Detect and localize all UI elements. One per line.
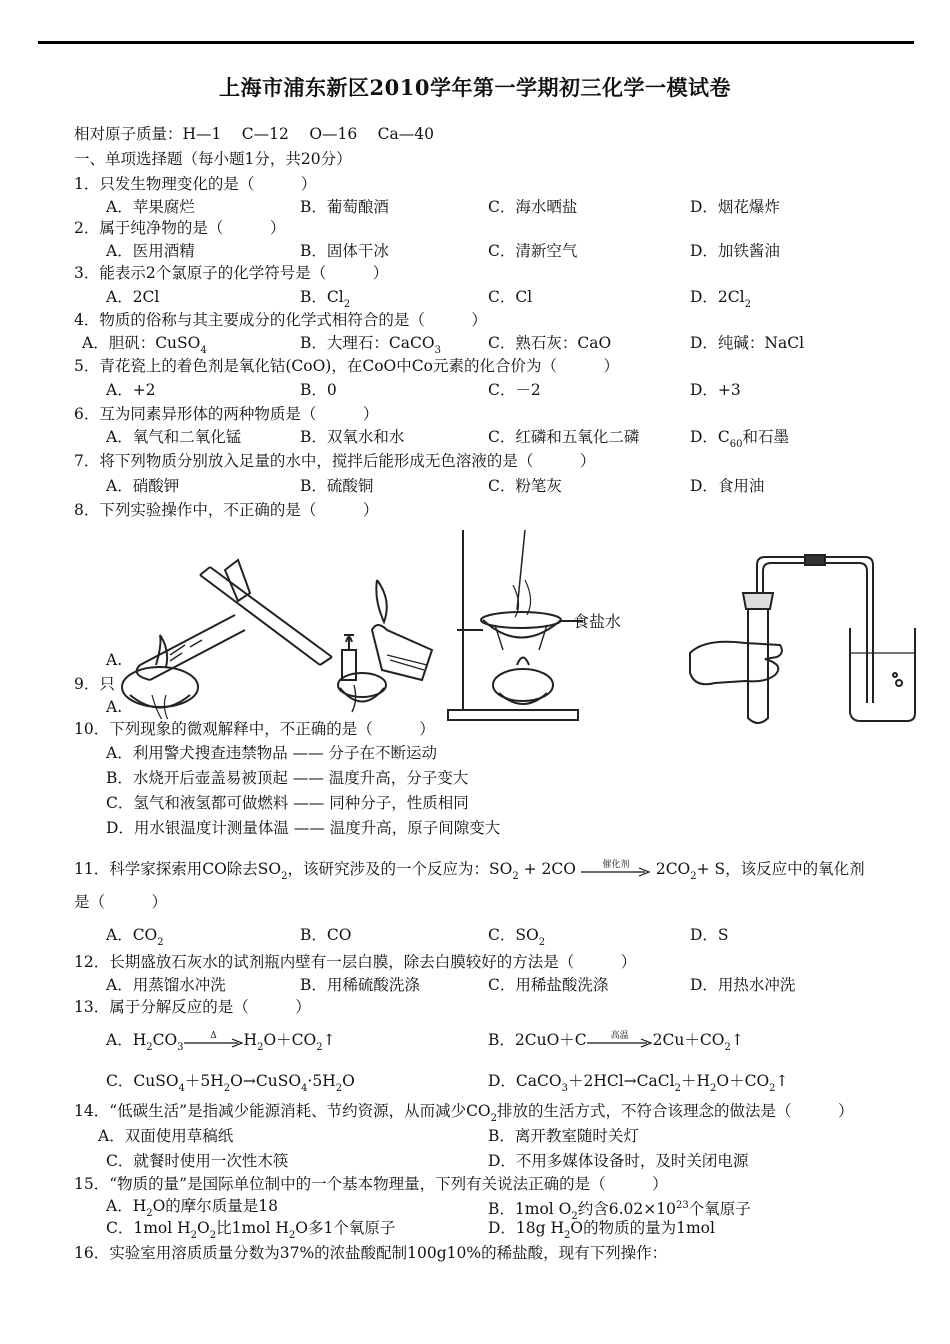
q6-option-a: A．氧气和二氧化锰 [106,428,242,446]
q2-option-d: D．加铁酱油 [690,242,780,260]
q3-option-b: B．$Cl_2$ [300,288,351,310]
q15-option-c: C．1mol $H_2O_2$比1mol $H_2O$多1个氧原子 [106,1219,396,1241]
q7-option-b: B．硫酸铜 [300,477,374,495]
q12-stem: 12．长期盛放石灰水的试剂瓶内壁有一层白膜，除去白膜较好的方法是（ ） [74,953,637,971]
q3-stem: 3．能表示2个氯原子的化学符号是（ ） [74,264,389,282]
q2-stem: 2．属于纯净物的是（ ） [74,219,286,237]
q13-option-d: D．$CaCO_3+2HCl\to CaCl_2+H_2O+CO_2↑$ [488,1072,789,1094]
q10-option-a: A．利用警犬搜查违禁物品 —— 分子在不断运动 [106,744,438,762]
q13-option-c: C．$CuSO_4+5H_2O\to CuSO_4\cdot 5H_2O$ [106,1072,355,1094]
section-heading: 一、单项选择题（每小题1分，共20分） [74,150,352,168]
q1-option-b: B．葡萄酿酒 [300,198,389,216]
q6-option-d: D．$C_{60}$和石墨 [690,428,790,450]
q15-option-d: D．18g $H_2O$的物质的量为1mol [488,1219,715,1241]
q7-option-c: C．粉笔灰 [488,477,562,495]
q2-option-b: B．固体干冰 [300,242,389,260]
q4-option-a: A．胆矾：CuSO$_4$ [82,334,207,356]
q1-option-d: D．烟花爆炸 [690,198,780,216]
figure-airtightness-check [685,553,925,728]
q2-option-a: A．医用酒精 [106,242,195,260]
q5-option-c: C．－2 [488,381,541,399]
q6-stem: 6．互为同素异形体的两种物质是（ ） [74,405,379,423]
q4-option-b: B．大理石：CaCO$_3$ [300,334,441,356]
q5-option-d: D．+3 [690,381,741,399]
q13-stem: 13．属于分解反应的是（ ） [74,998,311,1016]
q7-stem: 7．将下列物质分别放入足量的水中，搅拌后能形成无色溶液的是（ ） [74,452,596,470]
q8-option-a-fragment: A. [106,651,123,669]
figure-evaporating-dish [443,525,622,725]
atomic-mass-line: 相对原子质量：H—1 C—12 O—16 Ca—40 [74,125,434,143]
q10-option-b: B．水烧开后壶盖易被顶起 —— 温度升高，分子变大 [106,769,469,787]
q5-stem: 5．青花瓷上的着色剂是氧化钴(CoO)，在CoO中Co元素的化合价为（ ） [74,357,619,375]
q3-option-a: A．2Cl [106,288,160,306]
q10-stem: 10．下列现象的微观解释中，不正确的是（ ） [74,720,435,738]
q13-option-b: B．2CuO＋C 高温 $2Cu+CO_2↑$ [488,1031,744,1053]
q1-stem: 1．只发生物理变化的是（ ） [74,175,317,193]
q3-option-c: C．Cl [488,288,533,306]
q10-option-d: D．用水银温度计测量体温 —— 温度升高，原子间隙变大 [106,819,501,837]
q14-option-d: D．不用多媒体设备时，及时关闭电源 [488,1152,749,1170]
q12-option-c: C．用稀盐酸洗涤 [488,976,609,994]
q6-option-c: C．红磷和五氧化二磷 [488,428,640,446]
q14-option-c: C．就餐时使用一次性木筷 [106,1152,289,1170]
q12-option-b: B．用稀硫酸洗涤 [300,976,420,994]
q4-stem: 4．物质的俗称与其主要成分的化学式相符合的是（ ） [74,311,487,329]
q11-stem: 11．科学家探索用CO除去$SO_2$，该研究涉及的一个反应为：$SO_2 + 2CO$ 催化剂 $2CO_2+ S$，该反应中的氧化剂 [74,860,865,882]
q15-stem: 15．“物质的量”是国际单位制中的一个基本物理量，下列有关说法正确的是（ ） [74,1175,668,1193]
q9-option-a-fragment: A. [106,698,123,716]
figure-lighting-lamp [332,560,447,720]
q11-option-c: C．$SO_2$ [488,926,546,948]
q1-option-a: A．苹果腐烂 [106,198,195,216]
q15-option-b: B．1mol $O_2$约含$6.02\times 10^{23}$个氧原子 [488,1200,751,1222]
q4-option-c: C．熟石灰：CaO [488,334,612,352]
q11-option-b: B．CO [300,926,352,944]
header-rule [38,41,914,44]
q13-option-a: A．$H_2CO_3$ Δ $H_2O+CO_2↑$ [106,1031,336,1053]
salt-water-label: 食盐水 [573,612,622,631]
q15-option-a: A．$H_2O$的摩尔质量是18 [106,1197,279,1219]
q14-option-b: B．离开教室随时关灯 [488,1127,639,1145]
q11-stem-line2: 是（ ） [74,893,168,911]
q9-stem-fragment: 9．只 [74,675,115,693]
heat-arrow: Δ [184,1034,244,1048]
high-temp-arrow: 高温 [587,1034,653,1048]
q5-option-a: A．+2 [106,381,156,399]
q14-stem: 14．“低碳生活”是指减少能源消耗、节约资源，从而减少$CO_2$排放的生活方式，不符合该理念的做法是（ ） [74,1102,854,1124]
q14-option-a: A．双面使用草稿纸 [98,1127,234,1145]
q7-option-a: A．硝酸钾 [106,477,180,495]
q1-option-c: C．海水晒盐 [488,198,578,216]
q3-option-d: D．$2Cl_2$ [690,288,751,310]
q2-option-c: C．清新空气 [488,242,578,260]
q8-stem: 8．下列实验操作中，不正确的是（ ） [74,501,379,519]
q4-option-d: D．纯碱：NaCl [690,334,805,352]
q11-option-a: A．$CO_2$ [106,926,164,948]
page-title: 上海市浦东新区2010学年第一学期初三化学一模试卷 [219,75,731,100]
q16-stem: 16．实验室用溶质质量分数为37%的浓盐酸配制100g10%的稀盐酸，现有下列操作： [74,1244,668,1262]
figure-heating-test-tube [110,545,340,725]
q5-option-b: B．0 [300,381,337,399]
q12-option-a: A．用蒸馏水冲洗 [106,976,226,994]
q7-option-d: D．食用油 [690,477,765,495]
catalyst-arrow: 催化剂 [581,863,651,877]
q10-option-c: C．氢气和液氢都可做燃料 —— 同种分子，性质相同 [106,794,469,812]
q6-option-b: B．双氧水和水 [300,428,405,446]
q12-option-d: D．用热水冲洗 [690,976,796,994]
q11-option-d: D．S [690,926,729,944]
